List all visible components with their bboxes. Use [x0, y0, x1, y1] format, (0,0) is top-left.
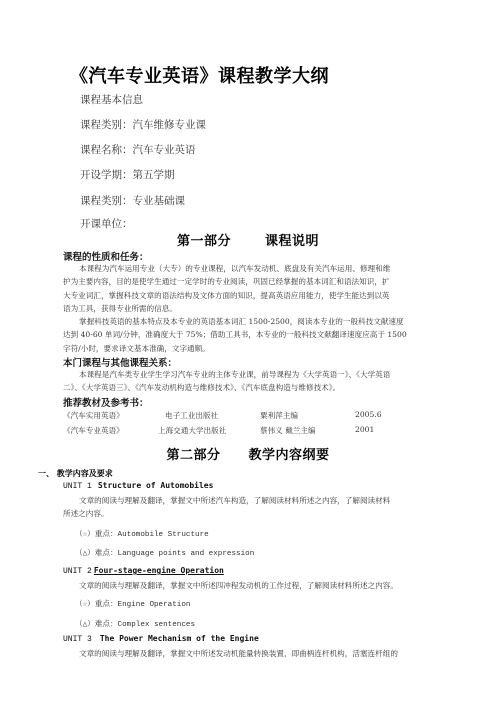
text-line: 护为主要内容，目的是使学生通过一定学时的专业阅读，巩固已经掌握的基本词汇和语法知识，扩	[63, 277, 390, 287]
info-course-name: 课程名称：汽车专业英语	[80, 144, 196, 156]
unit-2-key-point: （☆）重点：Engine Operation	[75, 601, 191, 609]
reference-author: 粟利萍主编	[260, 411, 298, 420]
document-title: 《汽车专业英语》课程教学大纲	[70, 66, 329, 87]
unit-label: UNIT 1	[63, 482, 92, 491]
unit-3-heading	[63, 634, 259, 644]
info-department: 开课单位：	[80, 218, 133, 230]
relation-paragraph	[63, 368, 448, 395]
unit-2-description	[63, 579, 448, 592]
info-basic: 课程基本信息	[80, 94, 143, 106]
text-line: 文章的阅读与理解及翻译，掌握文中所述发动机能量转换装置，即曲柄连杆机构，活塞连杆组的	[79, 649, 398, 658]
reference-publisher: 上海交通大学出版社	[158, 426, 227, 435]
text-line: 本课程为汽车运用专业（大专）的专业课程，以汽车发动机、底盘及有关汽车运用、修理和维	[79, 264, 391, 273]
unit-1-key-point: （☆）重点：Automobile Structure	[75, 531, 209, 539]
unit-1-difficulty: （△）难点：Language points and expression	[75, 550, 255, 558]
unit-label: UNIT 2	[63, 567, 92, 576]
reference-year: 2005.6	[355, 410, 382, 419]
nature-heading: 课程的性质和任务：	[63, 252, 149, 263]
text-line: 本课程是汽车类专业学生学习汽车专业的主体专业课，前导课程为《大学英语一》、《大学英语	[79, 370, 391, 379]
relation-heading: 本门课程与其他课程关系：	[63, 358, 178, 369]
info-course-type: 课程类别：专业基础课	[80, 195, 185, 207]
text-line: 所述之内容。	[63, 509, 109, 519]
unit-3-description	[63, 647, 448, 660]
unit-title: Four-stage-engine Operation	[93, 566, 224, 575]
reference-book: 《汽车实用英语》	[63, 411, 124, 420]
unit-2-heading	[63, 566, 224, 576]
text-line: 二》、《大学英语三》、《汽车发动机构造与维修技术》、《汽车底盘构造与维修技术》。	[63, 383, 341, 393]
part-one-number: 第一部分	[176, 234, 231, 249]
text-line: 字符/小时，要求译文基本准确，文字通顺。	[63, 343, 210, 353]
unit-label: UNIT 3	[63, 635, 92, 644]
section-one-heading: 一、 教学内容及要求	[38, 469, 113, 478]
info-semester: 开设学期：第五学期	[80, 169, 175, 181]
unit-2-difficulty: （△）难点：Complex sentences	[75, 621, 196, 629]
text-line: 文章的阅读与理解及翻译，掌握文中所述四冲程发动机的工作过程，了解阅读材料所述之内容。	[79, 581, 398, 590]
nature-paragraph-1	[63, 262, 448, 355]
reference-author: 蔡伟义 戴兰主编	[260, 426, 316, 435]
reference-publisher: 电子工业出版社	[165, 411, 219, 420]
part-one-title: 课程说明	[265, 234, 320, 249]
unit-1-heading	[63, 481, 213, 491]
unit-1-description	[63, 494, 448, 521]
reference-book: 《汽车专业英语》	[63, 426, 124, 435]
reference-year: 2001	[355, 425, 375, 434]
unit-title: The Power Mechanism of the Engine	[99, 634, 259, 643]
part-two-title: 教学内容纲要	[248, 448, 330, 463]
text-line: 达到 40-60 单词/分钟，准确度大于 75%；借助工具书，本专业的一般科技文献翻译速度应高于 1500	[63, 330, 407, 340]
text-line: 大专业词汇，掌握科技文章的语法结构及文体方面的知识，提高英语应用能力，使学生能达到以英	[63, 290, 390, 300]
unit-title: Structure of Automobiles	[97, 481, 214, 490]
text-line: 语为工具，获得专业所需的信息。	[63, 303, 177, 313]
text-line: 文章的阅读与理解及翻译，掌握文中所述汽车构造，了解阅读材料所述之内容，了解阅读材料	[79, 496, 391, 505]
part-two-number: 第二部分	[166, 448, 221, 463]
part-one-heading	[0, 230, 496, 249]
references-heading: 推荐教材及参考书：	[63, 398, 149, 409]
info-category: 课程类别：汽车维修专业课	[80, 119, 206, 131]
text-line: 掌握科技英语的基本特点及本专业的英语基本词汇 1500-2500，阅读本专业的一般科技文献速度	[79, 317, 404, 327]
part-two-heading	[0, 444, 496, 463]
